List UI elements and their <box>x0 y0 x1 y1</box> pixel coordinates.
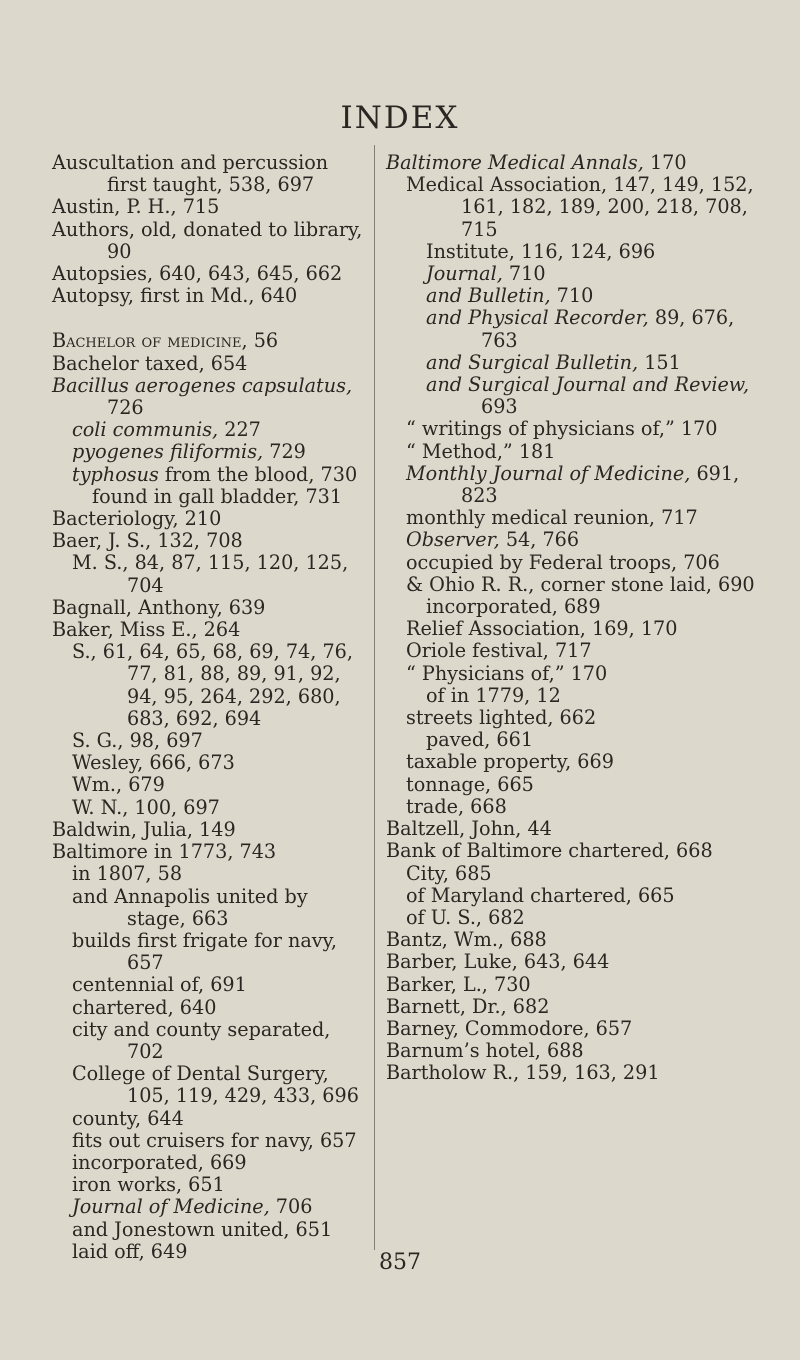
entry-heading: of U. S., 682 <box>406 905 525 929</box>
entry-heading: Bartholow R., 159, 163, 291 <box>386 1061 660 1085</box>
entry-heading: Austin, P. H., 715 <box>52 195 220 219</box>
entry-heading: builds first frigate for navy, 657 <box>72 928 338 975</box>
index-subentry <box>52 1130 368 1152</box>
entry-heading: trade, 668 <box>406 794 507 818</box>
entry-heading: and Surgical Bulletin, <box>426 350 639 374</box>
page-title: INDEX <box>340 100 460 136</box>
entry-heading: Bachelor of medicine, 56 <box>52 329 279 353</box>
index-subentry <box>52 974 368 996</box>
entry-heading: & Ohio R. R., corner stone laid, 690 <box>406 572 755 596</box>
entry-heading: pyogenes filiformis, <box>72 440 264 464</box>
entry-heading: Barnum’s hotel, 688 <box>386 1039 584 1063</box>
index-subentry <box>386 507 762 529</box>
index-entry <box>52 530 368 552</box>
entry-heading: Bank of Baltimore chartered, 668 <box>386 839 713 863</box>
index-subentry <box>52 1063 368 1107</box>
entry-heading: Bantz, Wm., 688 <box>386 928 547 952</box>
entry-heading: S. G., 98, 697 <box>72 729 203 753</box>
entry-heading: City, 685 <box>406 861 492 885</box>
entry-heading: Baldwin, Julia, 149 <box>52 817 236 841</box>
index-subentry <box>52 486 368 508</box>
entry-heading: College of Dental Surgery, 105, 119, 429, 433, 696 <box>72 1062 359 1108</box>
index-entry <box>386 840 762 862</box>
index-entry <box>52 219 368 263</box>
entry-pages: 726 <box>107 396 144 420</box>
entry-heading: coli communis, <box>72 418 219 442</box>
entry-heading: county, 644 <box>72 1106 184 1130</box>
index-entry <box>52 263 368 285</box>
entry-heading: “ Method,” 181 <box>406 439 556 463</box>
index-entry <box>386 152 762 174</box>
index-subentry <box>52 441 368 463</box>
index-subentry <box>52 1174 368 1196</box>
entry-heading: of in 1779, 12 <box>426 683 561 707</box>
index-subentry <box>52 1196 368 1218</box>
index-subentry <box>386 640 762 662</box>
entry-heading: fits out cruisers for navy, 657 <box>72 1128 357 1152</box>
entry-pages: 693 <box>481 395 518 419</box>
index-subentry <box>52 930 368 974</box>
index-subentry <box>386 241 762 263</box>
entry-heading: Observer, <box>406 528 500 552</box>
index-subentry <box>386 618 762 640</box>
entry-heading: centennial of, 691 <box>72 973 247 997</box>
index-subentry <box>386 307 762 351</box>
index-subentry <box>386 441 762 463</box>
index-subentry <box>386 596 762 618</box>
entry-heading: Baer, J. S., 132, 708 <box>52 529 243 553</box>
index-entry <box>52 597 368 619</box>
index-subentry <box>52 797 368 819</box>
entry-heading: paved, 661 <box>426 728 534 752</box>
index-subentry <box>52 1019 368 1063</box>
entry-heading: taxable property, 669 <box>406 750 614 774</box>
entry-heading: and Surgical Journal and Review, <box>426 373 750 397</box>
entry-pages: 54, 766 <box>499 528 580 552</box>
entry-heading: tonnage, 665 <box>406 772 534 796</box>
entry-heading: Authors, old, donated to library, 90 <box>52 217 363 263</box>
entry-heading: incorporated, 689 <box>426 595 601 619</box>
entry-heading: M. S., 84, 87, 115, 120, 125, 704 <box>72 551 349 597</box>
index-entry <box>386 1040 762 1062</box>
index-entry <box>52 375 368 419</box>
index-subentry <box>386 863 762 885</box>
entry-heading: Journal of Medicine, <box>72 1195 270 1219</box>
index-entry <box>52 841 368 863</box>
index-subentry <box>386 774 762 796</box>
entry-heading: chartered, 640 <box>72 995 217 1019</box>
entry-pages: 170 <box>643 151 687 174</box>
entry-heading: Oriole festival, 717 <box>406 639 592 663</box>
entry-heading: “ writings of physicians of,” 170 <box>406 417 718 441</box>
entry-heading: Relief Association, 169, 170 <box>406 617 678 641</box>
entry-pages: 710 <box>550 284 594 308</box>
column-divider <box>374 145 375 1250</box>
index-subentry <box>52 774 368 796</box>
index-subentry <box>52 1152 368 1174</box>
index-subentry <box>386 174 762 241</box>
index-entry <box>52 619 368 641</box>
entry-heading: Bacillus aerogenes capsulatus, <box>52 373 353 397</box>
entry-heading: Barker, L., 730 <box>386 972 531 996</box>
entry-heading: Medical Association, 147, 149, 152, 161, 182, 189, 200, 218, 708, 715 <box>406 173 754 241</box>
entry-heading: Bachelor taxed, 654 <box>52 351 248 375</box>
entry-heading: “ Physicians of,” 170 <box>406 661 608 685</box>
entry-pages: 691, 823 <box>461 461 740 508</box>
index-subentry <box>52 730 368 752</box>
entry-heading: streets lighted, 662 <box>406 706 597 730</box>
entry-heading: typhosus <box>72 462 159 486</box>
index-subentry <box>386 463 762 507</box>
entry-pages: 227 <box>218 418 261 442</box>
index-entry <box>52 353 368 375</box>
page-number: 857 <box>379 1250 421 1275</box>
entry-heading: Institute, 116, 124, 696 <box>426 239 656 263</box>
entry-heading: city and county separated, 702 <box>72 1017 331 1063</box>
index-entry <box>52 152 368 196</box>
entry-heading: Bagnall, Anthony, 639 <box>52 595 266 619</box>
entry-heading: and Jonestown united, 651 <box>72 1217 333 1241</box>
entry-heading: S., 61, 64, 65, 68, 69, 74, 76, 77, 81, 88, 89, 91, 92, 94, 95, 264, 292, 680, 683, 692, 694 <box>72 640 353 730</box>
entry-heading: Monthly Journal of Medicine, <box>406 461 691 485</box>
index-entry <box>386 996 762 1018</box>
entry-heading: Baltimore in 1773, 743 <box>52 840 277 864</box>
entry-heading: Bacteriology, 210 <box>52 507 222 531</box>
entry-heading: and Bulletin, <box>426 284 551 308</box>
entry-pages: 706 <box>269 1195 313 1219</box>
entry-pages: 151 <box>638 350 681 374</box>
entry-heading: Autopsies, 640, 643, 645, 662 <box>52 262 343 286</box>
entry-pages: 729 <box>263 440 306 464</box>
entry-heading: Wm., 679 <box>72 773 165 797</box>
index-subentry <box>52 464 368 486</box>
index-subentry <box>52 752 368 774</box>
index-column-left <box>52 152 368 1263</box>
index-entry <box>386 974 762 996</box>
entry-heading: Baker, Miss E., 264 <box>52 618 241 642</box>
entry-heading: Barney, Commodore, 657 <box>386 1016 633 1040</box>
entry-heading: W. N., 100, 697 <box>72 795 220 819</box>
index-entry <box>52 285 368 307</box>
index-entry <box>52 508 368 530</box>
entry-heading: and Annapolis united by stage, 663 <box>72 884 308 930</box>
entry-heading: Wesley, 666, 673 <box>72 751 235 775</box>
entry-heading: Baltzell, John, 44 <box>386 817 552 841</box>
index-subentry <box>52 552 368 596</box>
index-subentry <box>386 885 762 907</box>
entry-pages: from the blood, 730 <box>158 462 358 486</box>
entry-heading: incorporated, 669 <box>72 1150 247 1174</box>
index-subentry <box>386 574 762 596</box>
index-subentry <box>386 352 762 374</box>
index-subentry <box>386 552 762 574</box>
index-subentry <box>52 641 368 730</box>
index-subentry <box>386 529 762 551</box>
index-column-right <box>386 152 762 1085</box>
entry-heading: occupied by Federal troops, 706 <box>406 550 720 574</box>
index-subentry <box>386 263 762 285</box>
index-subentry <box>386 907 762 929</box>
index-subentry <box>52 1108 368 1130</box>
index-entry <box>386 818 762 840</box>
entry-heading: Baltimore Medical Annals, <box>386 151 644 174</box>
index-subentry <box>52 863 368 885</box>
entry-heading: and Physical Recorder, <box>426 306 649 330</box>
index-subentry <box>386 729 762 751</box>
index-entry <box>386 929 762 951</box>
index-entry <box>52 330 368 352</box>
index-subentry <box>52 1219 368 1241</box>
entry-heading: in 1807, 58 <box>72 862 183 886</box>
index-subentry <box>386 707 762 729</box>
index-subentry <box>386 685 762 707</box>
index-subentry <box>386 751 762 773</box>
index-subentry <box>52 997 368 1019</box>
entry-heading: Autopsy, first in Md., 640 <box>52 284 298 308</box>
entry-heading: Barber, Luke, 643, 644 <box>386 950 610 974</box>
entry-heading: laid off, 649 <box>72 1239 188 1263</box>
index-subentry <box>52 886 368 930</box>
index-subentry <box>386 285 762 307</box>
entry-pages: 710 <box>502 262 546 286</box>
entry-heading: monthly medical reunion, 717 <box>406 506 698 530</box>
entry-heading: of Maryland chartered, 665 <box>406 883 675 907</box>
index-subentry <box>52 419 368 441</box>
index-entry <box>386 951 762 973</box>
entry-heading: Barnett, Dr., 682 <box>386 994 550 1018</box>
entry-heading: found in gall bladder, 731 <box>92 484 343 508</box>
entry-heading: Auscultation and percussion first taught, 538, 697 <box>52 151 329 197</box>
index-entry <box>386 1062 762 1084</box>
index-entry <box>386 1018 762 1040</box>
entry-heading: iron works, 651 <box>72 1173 225 1197</box>
index-subentry <box>386 418 762 440</box>
index-entry <box>52 819 368 841</box>
index-subentry <box>386 796 762 818</box>
index-subentry <box>386 374 762 418</box>
section-gap <box>52 307 368 330</box>
entry-pages: 89, 676, 763 <box>481 306 735 352</box>
index-entry <box>52 196 368 218</box>
index-subentry <box>386 663 762 685</box>
entry-heading: Journal, <box>426 262 503 286</box>
